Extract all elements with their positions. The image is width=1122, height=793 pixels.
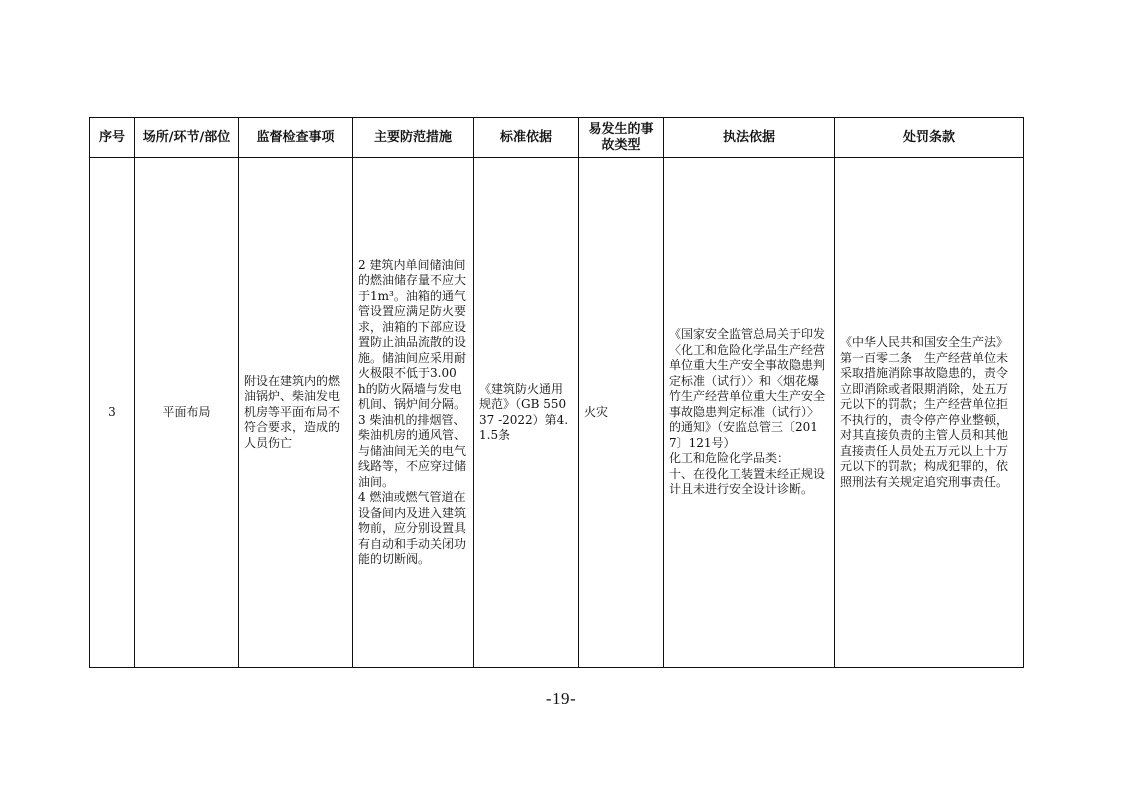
header-seq: 序号 <box>90 118 135 158</box>
header-inspection-item: 监督检查事项 <box>239 118 353 158</box>
header-accident-type: 易发生的事故类型 <box>579 118 664 158</box>
law-basis-paragraph: 化工和危险化学品类： <box>669 451 790 466</box>
accident-type-text: 火灾 <box>584 404 609 419</box>
cell-seq <box>90 158 135 668</box>
seq-value: 3 <box>108 404 116 419</box>
inspection-item-text: 附设在建筑内的燃油锅炉、柴油发电机房等平面布局不符合要求，造成的人员伤亡 <box>244 373 341 450</box>
header-location: 场所/环节/部位 <box>135 118 239 158</box>
header-prevention-measures: 主要防范措施 <box>353 118 474 158</box>
location-value: 平面布局 <box>162 404 211 419</box>
cell-inspection-item <box>239 158 353 668</box>
law-basis-list <box>664 327 834 498</box>
regulation-table <box>89 117 1024 668</box>
cell-penalty-clause <box>835 158 1024 668</box>
cell-location <box>135 158 239 668</box>
cell-standard-basis <box>474 158 579 668</box>
table-header-row <box>90 118 1024 158</box>
law-basis-paragraph: 《国家安全监管总局关于印发〈化工和危险化学品生产经营单位重大生产安全事故隐患判定标准（试行）〉和〈烟花爆竹生产经营单位重大生产安全事故隐患判定标准（试行）〉的通知》（安监总管三〔2017〕121号） <box>669 327 826 450</box>
measures-list <box>353 258 473 568</box>
header-penalty-clause: 处罚条款 <box>835 118 1024 158</box>
measure-item: 3 柴油机的排烟管、柴油机房的通风管、与储油间无关的电气线路等，不应穿过储油间。 <box>358 412 467 489</box>
cell-law-basis <box>664 158 835 668</box>
penalty-clause-text: 《中华人民共和国安全生产法》第一百零二条 生产经营单位未采取措施消除事故隐患的，责令立即消除或者限期消除，处五万元以下的罚款；生产经营单位拒不执行的，责令停产停业整顿，对其直接负责的主管人员和其他直接责任人员处五万元以上十万元以下的罚款；构成犯罪的，依照刑法有关规定追究刑事责任。 <box>840 335 1009 489</box>
measure-item: 4 燃油或燃气管道在设备间内及进入建筑物前，应分别设置具有自动和手动关闭功能的切断阀。 <box>358 490 467 566</box>
cell-accident-type <box>579 158 664 668</box>
page-number: -19- <box>545 689 577 708</box>
law-basis-paragraph: 十、在役化工装置未经正规设计且未进行安全设计诊断。 <box>669 466 826 497</box>
measure-item: 2 建筑内单间储油间的燃油储存量不应大于1m³。油箱的通气管设置应满足防火要求，油箱的下部应设置防止油品流散的设施。储油间应采用耐火极限不低于3.00 h的防火隔墙与发电机间、锅炉间分隔。 <box>358 257 467 411</box>
standard-basis-text: 《建筑防火通用规范》（GB 55037 -2022）第4.1.5条 <box>479 381 569 442</box>
table-row <box>90 158 1024 668</box>
header-law-basis: 执法依据 <box>664 118 835 158</box>
header-standard-basis: 标准依据 <box>474 118 579 158</box>
cell-prevention-measures <box>353 158 474 668</box>
